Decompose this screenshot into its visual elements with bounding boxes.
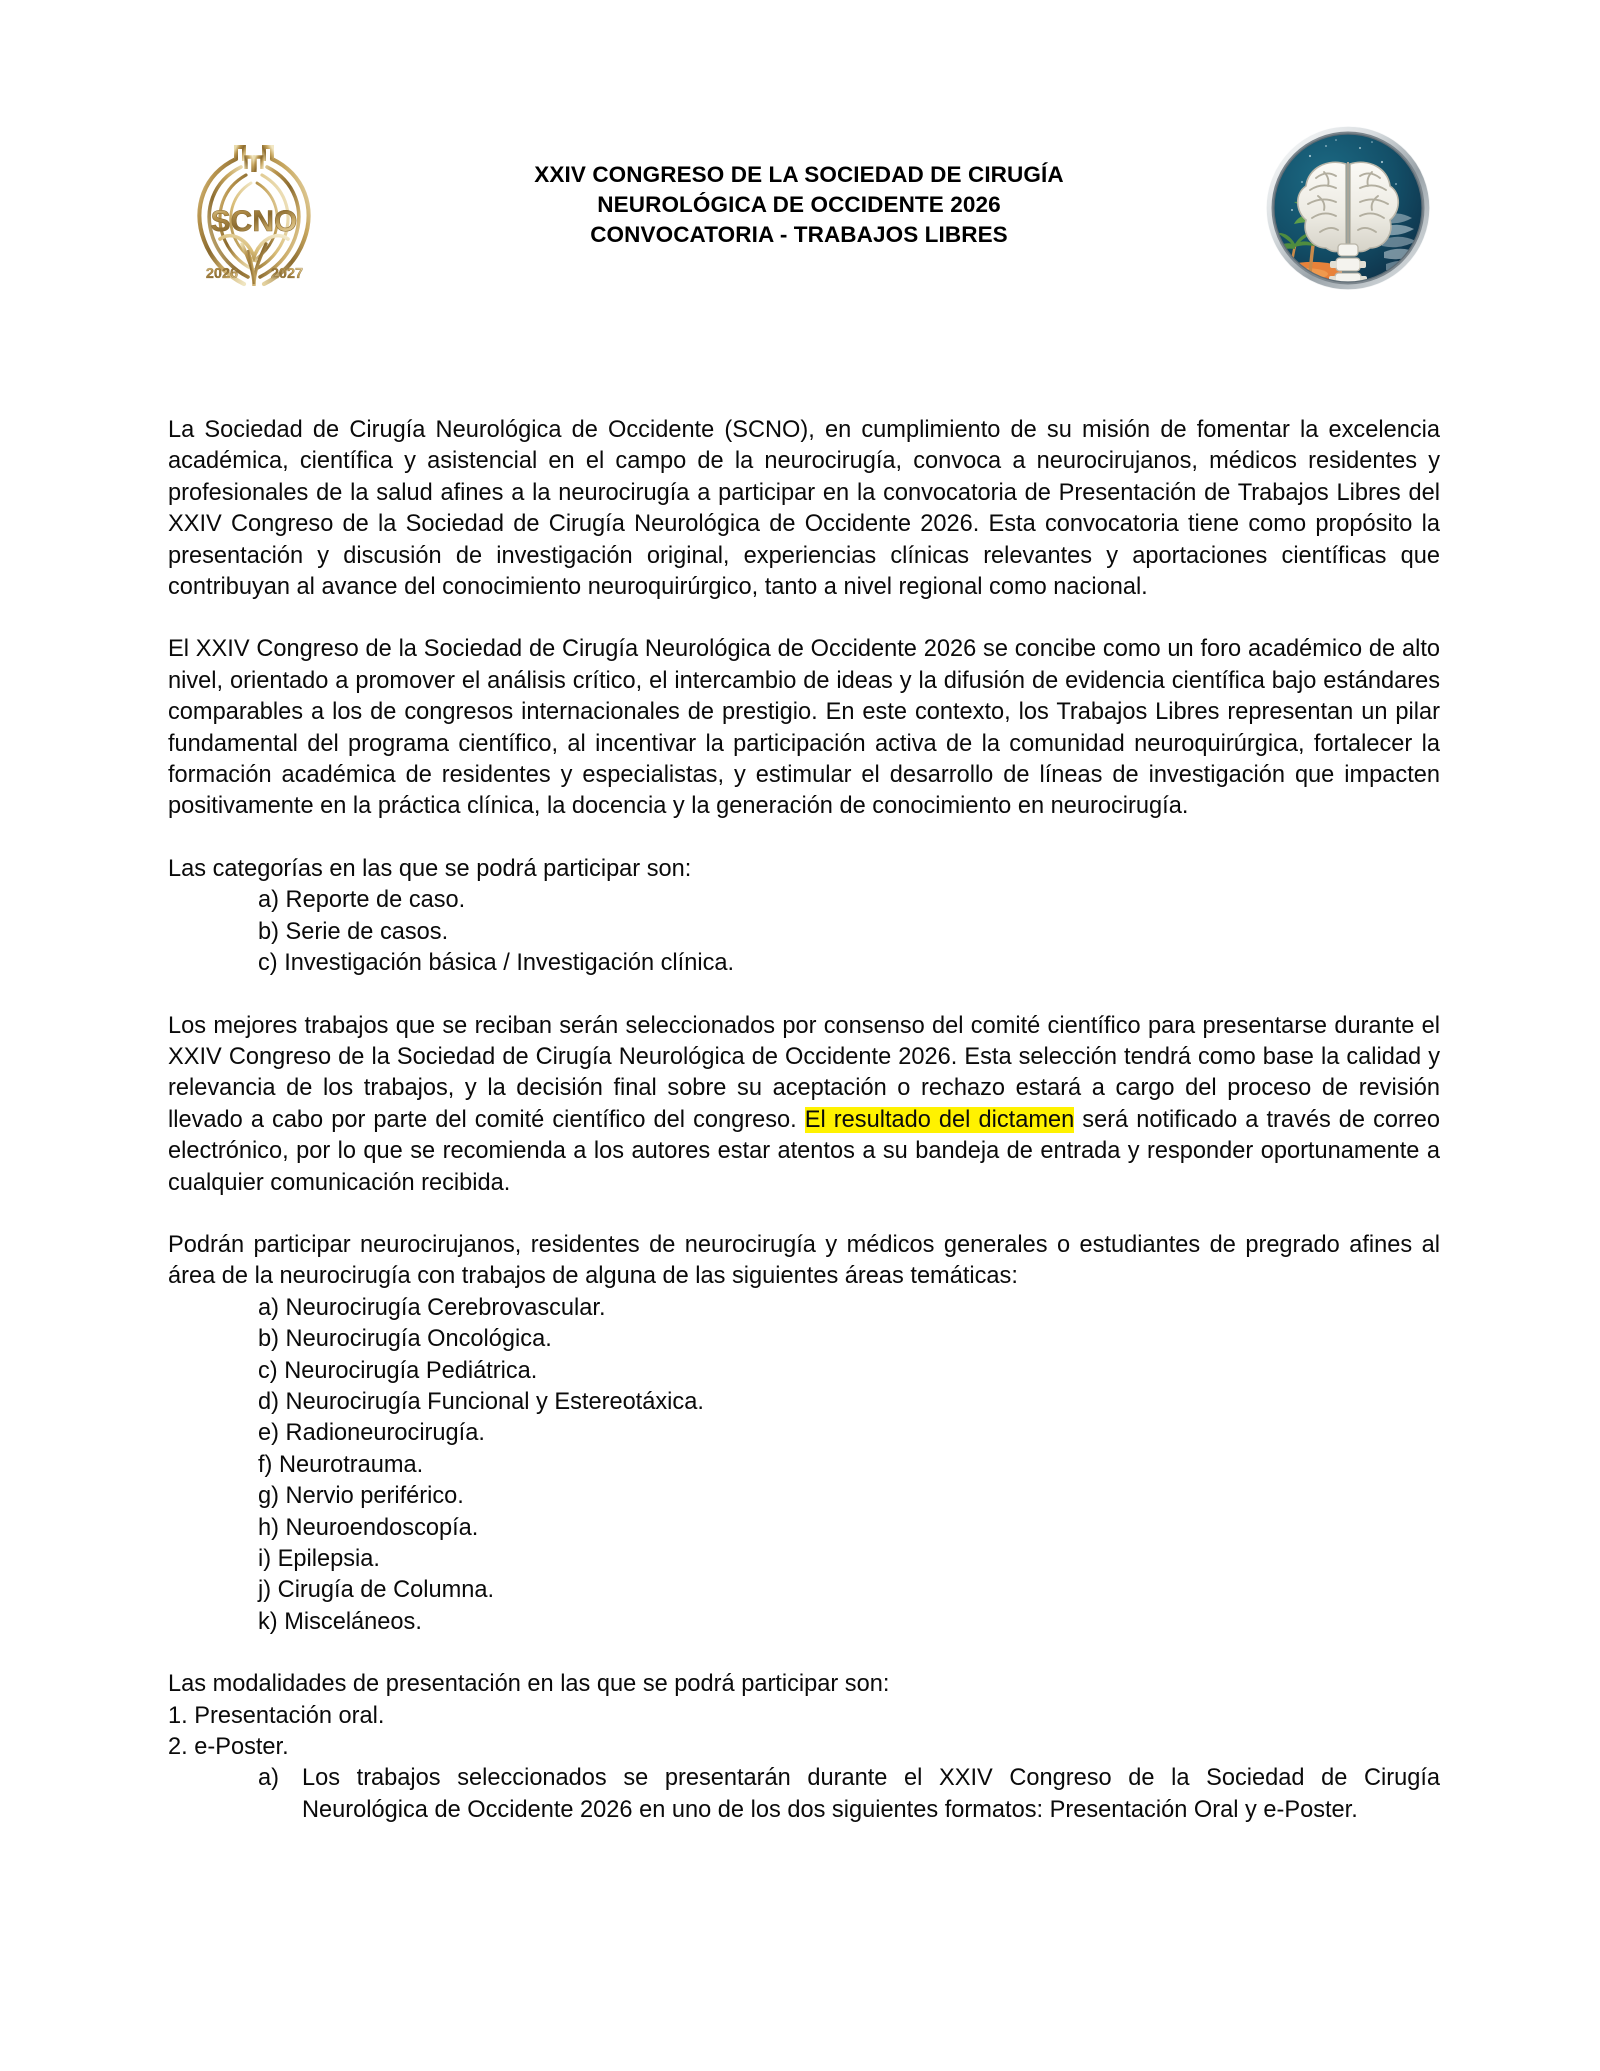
list-item: 1. Presentación oral. [168, 1702, 385, 1729]
paragraph-congress-forum: El XXIV Congreso de la Sociedad de Cirugía Neurológica de Occidente 2026 se concibe como un foro académico de alto nivel, orientado a promover el análisis crítico, el intercambio de ideas y la difusión de evidencia científica bajo estándares comparables a los de congresos internacionales de prestigio. En este contexto, los Trabajos Libres representan un pilar fundamental del programa científico, al incentivar la participación activa de la comunidad neuroquirúrgica, fortalecer la formación académica de residentes y especialistas, y estimular el desarrollo de líneas de investigación que impacten positivamente en la práctica clínica, la docencia y la generación de conocimiento en neurocirugía. [168, 636, 1440, 820]
congress-title-block [334, 118, 1264, 250]
paragraph-intro: La Sociedad de Cirugía Neurológica de Occidente (SCNO), en cumplimiento de su misión de fomentar la excelencia académica, científica y asistencial en el campo de la neurocirugía, convoca a neurocirujanos, médicos residentes y profesionales de la salud afines a la neurocirugía a participar en la convocatoria de Presentación de Trabajos Libres del XXIV Congreso de la Sociedad de Cirugía Neurológica de Occidente 2026. Esta convocatoria tiene como propósito la presentación y discusión de investigación original, experiencias clínicas relevantes y aportaciones científicas que contribuyan al avance del conocimiento neuroquirúrgico, tanto a nivel regional como nacional. [168, 417, 1440, 601]
list-item: c) Investigación básica / Investigación clínica. [258, 950, 735, 977]
highlighted-dictamen-text: El resultado del dictamen [804, 1106, 1075, 1133]
list-item: j) Cirugía de Columna. [258, 1577, 495, 1604]
scno-laurel-logo [174, 126, 334, 294]
spacer [168, 980, 1440, 1011]
list-item: k) Misceláneos. [258, 1608, 422, 1635]
scno-year-right-text: 2027 [270, 266, 304, 282]
list-item: c) Neurocirugía Pediátrica. [258, 1357, 538, 1384]
categories-intro: Las categorías en las que se podrá participar son: [168, 855, 692, 882]
document-body [168, 415, 1440, 1826]
selection-text-part-1: Los mejores trabajos que se reciban serán seleccionados por consenso del comité científico para presentarse durante el XXIV Congreso de la Sociedad de Cirugía Neurológica de Occidente 2026. Esta selección tendrá como base la calidad y relevancia de los trabajos, y la decisión final sobre su aceptación o rechazo estará a cargo del proceso de revisión llevado a cabo por parte del comité científico del congreso. [168, 1012, 1440, 1133]
paragraph-selection-process [168, 1011, 1440, 1199]
modalities-intro: Las modalidades de presentación en las que se podrá participar son: [168, 1671, 890, 1698]
spacer [168, 1638, 1440, 1669]
modalities-list [168, 1701, 1440, 1764]
brain-illustration [1298, 162, 1399, 251]
brain-spine-emblem-icon [1264, 124, 1432, 292]
selection-text-part-2: será notificado a través de correo electrónico, por lo que se recomienda a los autores estar atentos a su bandeja de entrada y responder oportunamente a cualquier comunicación recibida. [168, 1106, 1440, 1196]
document-header [160, 118, 1440, 298]
list-item: a) Neurocirugía Cerebrovascular. [258, 1294, 606, 1321]
list-item: h) Neuroendoscopía. [258, 1514, 479, 1541]
list-item: i) Epilepsia. [258, 1546, 380, 1572]
modalities-sub-marker: a) [258, 1765, 279, 1792]
categories-list [168, 885, 1440, 979]
list-item: b) Neurocirugía Oncológica. [258, 1326, 552, 1353]
participants-intro: Podrán participar neurocirujanos, residentes de neurocirugía y médicos generales o estudiantes de pregrado afines al área de la neurocirugía con trabajos de alguna de las siguientes áreas temáticas: [168, 1231, 1440, 1290]
list-item: a) Reporte de caso. [258, 887, 466, 914]
list-item: e) Radioneurocirugía. [258, 1420, 485, 1447]
list-item: b) Serie de casos. [258, 918, 449, 945]
modalities-sub-item [258, 1763, 1440, 1826]
list-item: 2. e-Poster. [168, 1734, 289, 1761]
scno-acronym-text: SCNO [210, 205, 298, 238]
title-line-1: XXIV CONGRESO DE LA SOCIEDAD DE CIRUGÍA [534, 162, 1064, 187]
list-item: d) Neurocirugía Funcional y Estereotáxica. [258, 1388, 704, 1415]
title-line-2: NEUROLÓGICA DE OCCIDENTE 2026 [597, 192, 1001, 217]
scno-year-left-text: 2026 [205, 266, 239, 282]
modalities-sub-text: Los trabajos seleccionados se presentarán durante el XXIV Congreso de la Sociedad de Cirugía Neurológica de Occidente 2026 en uno de los dos siguientes formatos: Presentación Oral y e-Poster. [302, 1765, 1440, 1823]
list-item: f) Neurotrauma. [258, 1451, 424, 1478]
title-line-3: CONVOCATORIA - TRABAJOS LIBRES [590, 222, 1008, 247]
thematic-areas-list [168, 1293, 1440, 1638]
list-item: g) Nervio periférico. [258, 1483, 464, 1510]
